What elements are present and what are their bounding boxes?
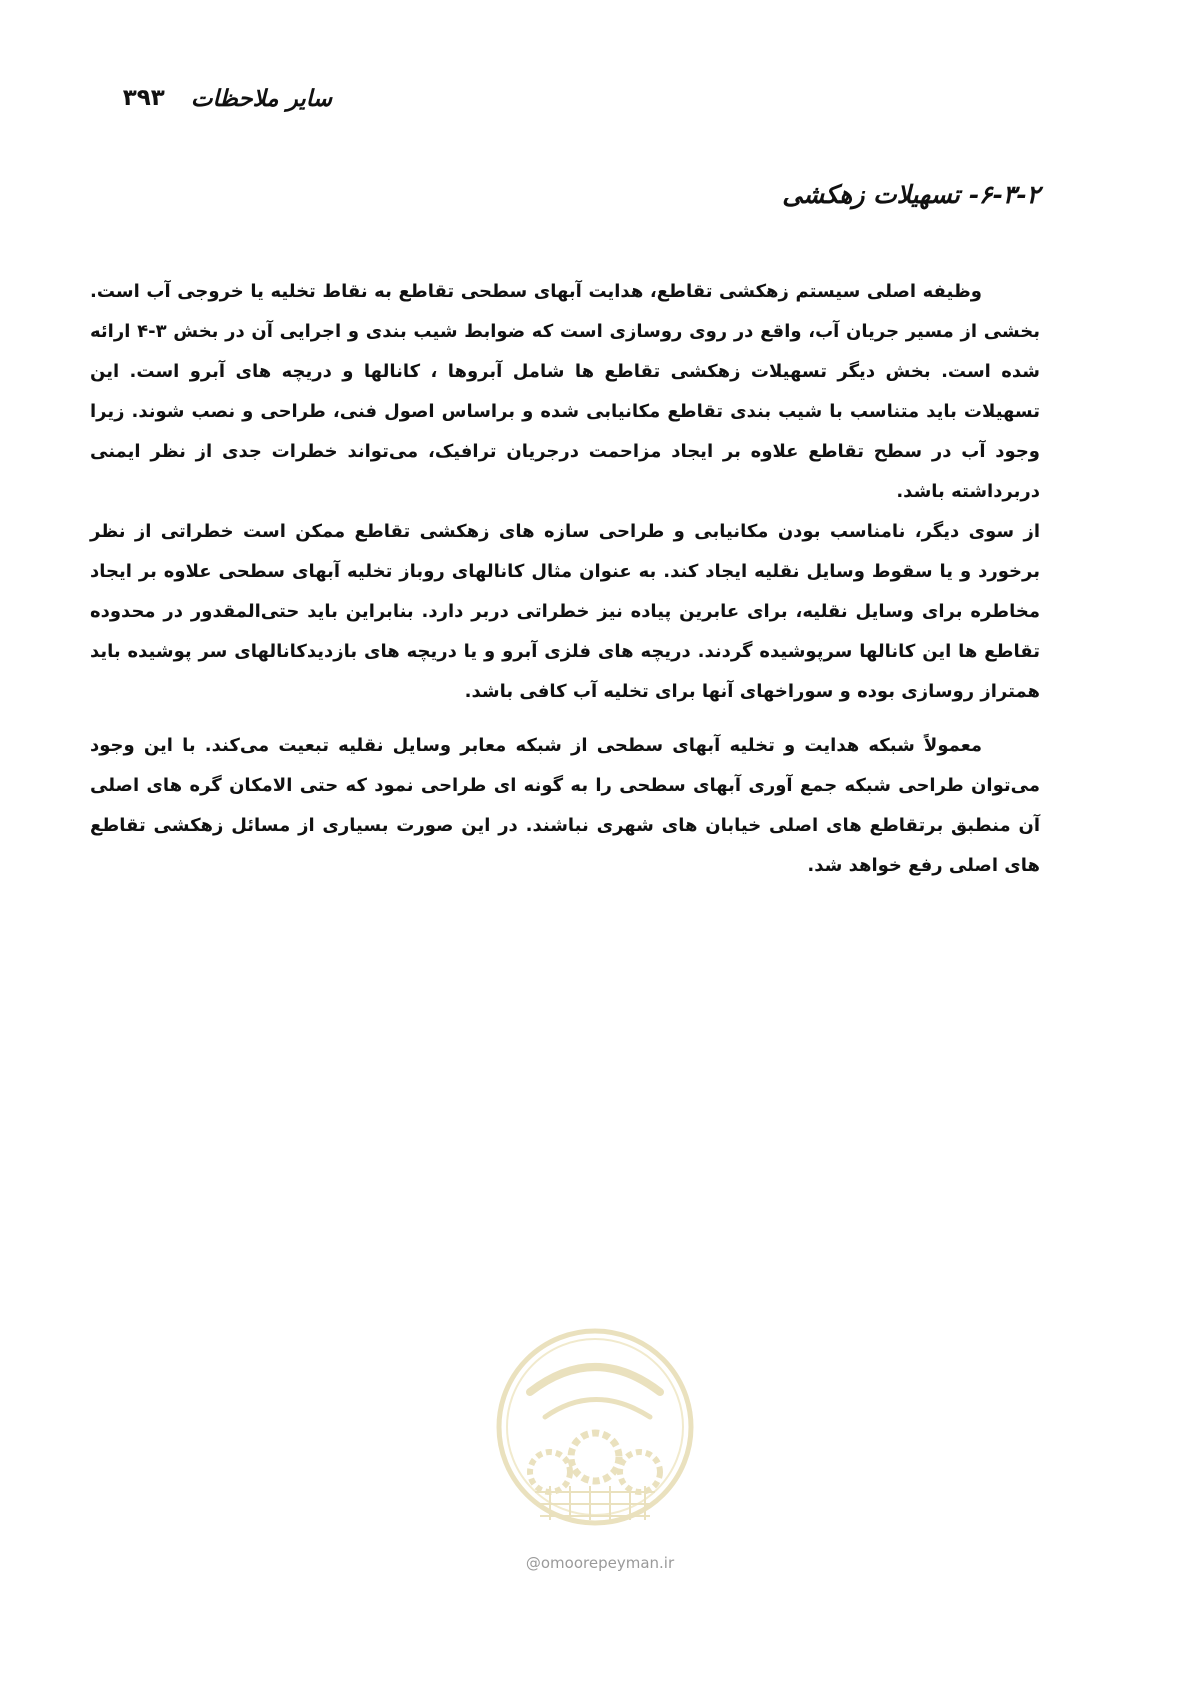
page-number: ۳۹۳ xyxy=(122,85,165,111)
watermark-url: @omoorepeyman.ir xyxy=(525,1554,675,1572)
body-text xyxy=(90,272,1040,886)
paragraph-3: معمولاً شبکه هدایت و تخلیه آبهای سطحی از شبکه معابر وسایل نقلیه تبعیت می‌کند. با این وجود می‌توان طراحی شبکه جمع آوری آبهای سطحی را به گونه ای طراحی نمود که حتی الامکان گره های اصلی آن منطبق برتقاطع های اصلی خیابان های شهری نباشند. در این صورت بسیاری از مسائل زهکشی تقاطع های اصلی رفع خواهد شد. xyxy=(90,735,1040,876)
page-header xyxy=(92,78,332,118)
paragraph-1: وظیفه اصلی سیستم زهکشی تقاطع، هدایت آبهای سطحی تقاطع به نقاط تخلیه یا خروجی آب است. بخشی از مسیر جریان آب، واقع در روی روسازی است که ضوابط شیب بندی و اجرایی آن در بخش ۳-۴ ارائه شده است. بخش دیگر تسهیلات زهکشی تقاطع ها شامل آبروها ، کانالها و دریچه های آبرو است. این تسهیلات باید متناسب با شیب بندی تقاطع مکانیابی شده و براساس اصول فنی، طراحی و نصب شوند. زیرا وجود آب در سطح تقاطع علاوه بر ایجاد مزاحمت درجریان ترافیک، می‌تواند خطرات جدی از نظر ایمنی دربرداشته باشد. xyxy=(90,281,1040,502)
running-head: سایر ملاحظات xyxy=(190,84,332,112)
paragraph-2: از سوی دیگر، نامناسب بودن مکانیابی و طراحی سازه های زهکشی تقاطع ممکن است خطراتی از نظر برخورد و یا سقوط وسایل نقلیه ایجاد کند. به عنوان مثال کانالهای روباز تخلیه آبهای سطحی علاوه بر ایجاد مخاطره برای وسایل نقلیه، برای عابرین پیاده نیز خطراتی دربر دارد. بنابراین باید حتی‌المقدور در محدوده تقاطع ها این کانالها سرپوشیده گردند. دریچه های فلزی آبرو و یا دریچه های بازدیدکانالهای سر پوشیده باید همتراز روسازی بوده و سوراخهای آنها برای تخلیه آب کافی باشد. xyxy=(90,521,1040,702)
section-heading: ۶-۳-۲- تسهیلات زهکشی xyxy=(782,180,1040,209)
watermark-seal-icon xyxy=(490,1322,700,1562)
